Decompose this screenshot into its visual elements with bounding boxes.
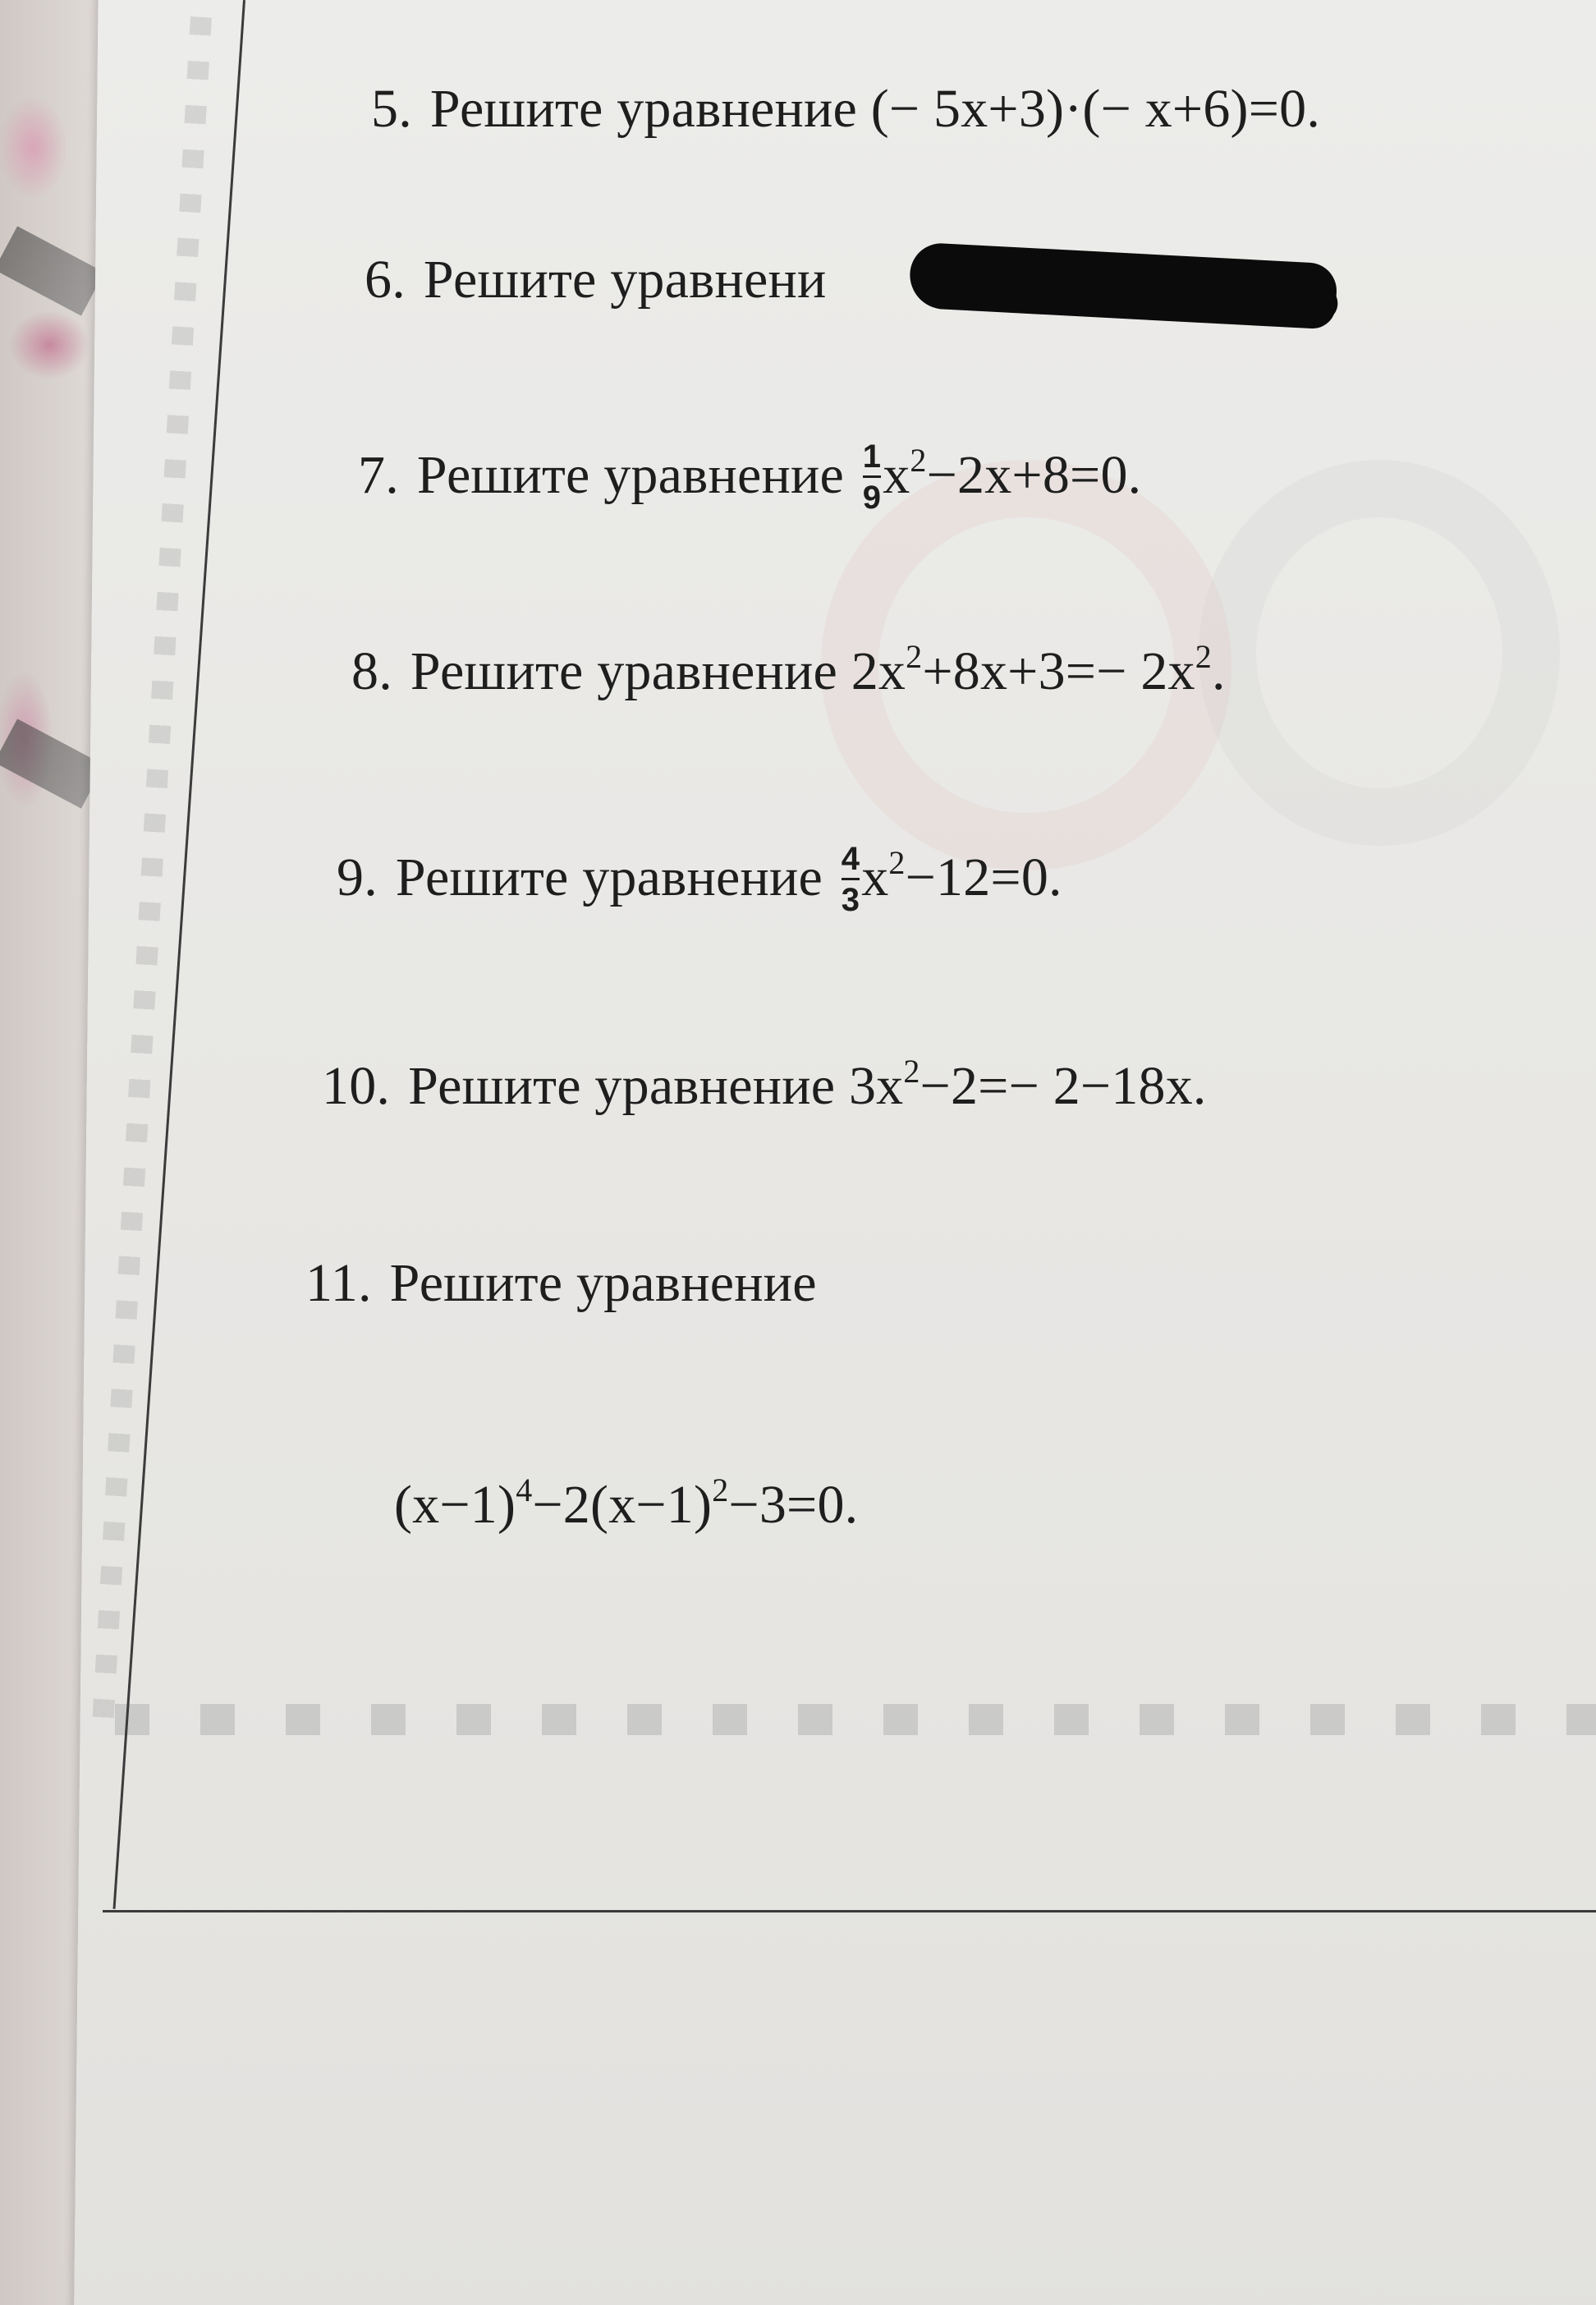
equation-part: 2x (851, 641, 906, 701)
problem-11-equation (394, 1472, 859, 1535)
fraction-bar (863, 475, 881, 478)
denominator: 9 (862, 480, 882, 516)
problem-7 (358, 439, 1142, 517)
problem-text: Решите уравнение (416, 445, 845, 506)
equation-part: −3=0. (728, 1475, 859, 1535)
problem-11 (305, 1253, 817, 1313)
problem-text: Решите уравнение (429, 79, 858, 139)
equation-part: x (883, 445, 910, 506)
fraction (863, 440, 881, 514)
problem-number: 6. (365, 250, 406, 310)
equation-part: −2(x−1) (532, 1475, 713, 1535)
equation-part: −12=0. (905, 847, 1062, 908)
numerator: 1 (862, 439, 882, 475)
bleed-through-markers (115, 1704, 1596, 1735)
page-border-bottom (103, 1910, 1596, 1912)
problem-number: 9. (337, 847, 378, 908)
problem-text: Решите уравнение (410, 641, 838, 701)
cloth-stripe (0, 719, 104, 808)
exponent: 2 (906, 638, 923, 675)
cloth-stripe (0, 226, 104, 315)
fraction (842, 843, 860, 916)
equation-part: (x−1) (394, 1475, 516, 1535)
exponent: 4 (516, 1472, 533, 1508)
exponent: 2 (1195, 638, 1212, 675)
problem-number: 11. (305, 1253, 372, 1313)
problem-text: Решите уравнени (423, 250, 827, 310)
equation: (− 5x+3)·(− x+6)=0. (870, 79, 1321, 139)
equation-part: x (861, 847, 889, 908)
numerator: 4 (841, 841, 860, 877)
problem-8 (351, 638, 1226, 701)
problem-number: 10. (322, 1056, 391, 1116)
problem-number: 8. (351, 641, 392, 701)
problem-10 (322, 1053, 1207, 1116)
exponent: 2 (910, 442, 927, 480)
problem-text: Решите уравнение (389, 1253, 817, 1313)
fraction-bar (842, 878, 860, 880)
problem-6 (365, 250, 827, 310)
problem-5 (371, 79, 1321, 139)
worksheet-paper (74, 0, 1596, 2305)
exponent: 2 (888, 844, 906, 882)
watermark-circle (1199, 460, 1560, 846)
equation-part: . (1211, 641, 1226, 701)
problem-number: 7. (358, 445, 399, 506)
equation-part: −2=− 2−18x. (920, 1056, 1207, 1116)
problem-text: Решите уравнение (408, 1056, 836, 1116)
exponent: 2 (712, 1472, 729, 1508)
problem-9 (337, 841, 1062, 920)
problem-text: Решите уравнение (395, 847, 823, 908)
equation-part: 3x (848, 1056, 904, 1116)
equation-part: −2x+8=0. (926, 445, 1142, 506)
equation-part: +8x+3=− 2x (922, 641, 1195, 701)
problem-number: 5. (371, 79, 412, 139)
denominator: 3 (841, 882, 860, 918)
exponent: 2 (903, 1053, 920, 1090)
